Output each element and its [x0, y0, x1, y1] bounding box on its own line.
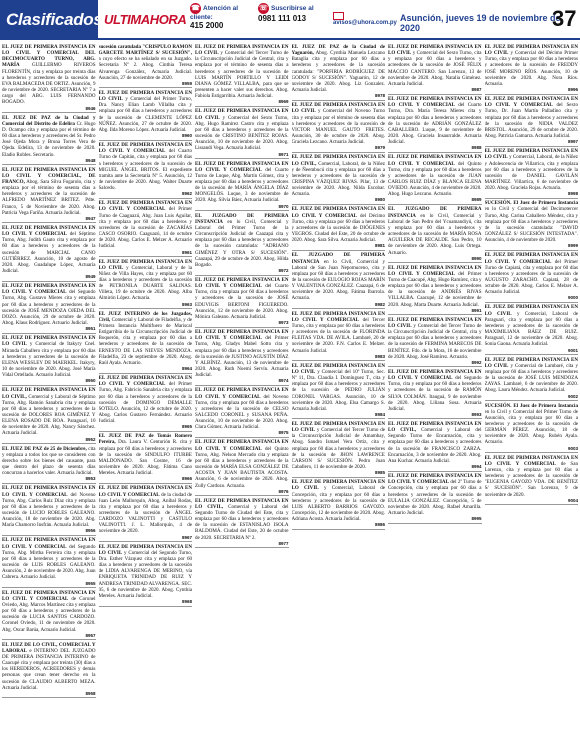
- notice-code: 9000: [567, 295, 578, 301]
- legal-notice: [99, 200, 193, 257]
- notice-body: del Primer Turno, Abg. Gladys Mabel Sotto cita y emplaza por 60 días a herederos y acreedores de la sucesión de JUSTINO AGUSTÍN DÍAZ Y ALBÍNIZ. Asunción, 13 de noviembre de 2020. Abog. Ruth Noemí Servín. Actuaria Judicial.: [195, 335, 289, 379]
- notice-body: y Comercial del 10º Turno, Sec. Nº 11, Dra. Claudia I. Domínguez T., cita y emplaza por 60 días a herederos y acreedores de la sucesión de PEDRO JULIÁN CORONEL VARGAS. Asunción, 10 de noviembre de 2020. Abog. Elsa Camargo S. Actuaria Judicial.: [291, 368, 385, 412]
- notice-body: del Noveno Turno, Abg. Carlos Ruiz Díaz cita y emplaza por 60 días a herederos y acreedores de la sucesión de LUCIO ROBLES GALEANO. Asunción, 18 de noviembre de 2020. Abg. María Chamorro Insfrán. Actuaria Judicial.: [2, 491, 96, 529]
- notice-code: 8978: [374, 93, 385, 99]
- notice-code: 8968: [181, 599, 192, 605]
- notice-code: 8999: [567, 243, 578, 249]
- legal-notice: [485, 200, 579, 251]
- legal-notice: [292, 154, 386, 205]
- notice-heading: EL JUEZ DE PRIMERA INSTANCIA EN LO CIVIL: [195, 108, 289, 121]
- notice-body: del Noveno Turno, cita y emplaza por 60 días a herederos y acreedores de la sucesión de CELSO SALCEDO CORONEL y SUSANA PEÑA. Asunción, 10 de noviembre de 2020. Abog. Clara Gómez. Actuaria Judicial.: [195, 393, 289, 431]
- mail-icon: [333, 12, 344, 20]
- notice-heading: EL JUEZ DE PAZ de la Ciudad de Yaguarón,: [291, 44, 385, 57]
- notice-code: 9003: [567, 445, 578, 451]
- notice-body: del Cuarto Turno, Dra. María Teresa Mieres cita y emplaza por 60 días a herederos y acreedores de la sucesión de ADRIÁN GONZÁLEZ CABALLERO. Luque, 9 de noviembre de 2020. Abog. Graciela Insaurralde. Actuaria Judicial.: [388, 102, 482, 146]
- notice-code: 8962: [181, 191, 192, 197]
- notice-heading: EL JUEZ DE PRIMERA INSTANCIA EN LO CIVIL,: [291, 154, 385, 167]
- notice-heading: EL JUEZ DE PRIMERA INSTANCIA EN LO CIVIL: [291, 102, 385, 115]
- legal-notice: [195, 44, 289, 107]
- notice-body: del Cuarto Turno, cita y emplaza por 60 días a herederos y acreedores de la sucesión de JOSÉ EDUVIGIS BERTONI FIGUEREDO. Asunción, 12 de noviembre de 2020. Abog. Mónica Galeano. Actuaria Judicial.: [195, 283, 289, 320]
- legal-notice: [388, 317, 482, 368]
- notice-heading: EL JUEZ DE PRIMERA INSTANCIA EN LO CIVIL Y COMERCIAL: [484, 454, 578, 467]
- notice-heading: EL JUEZ DE PRIMERA INSTANCIA EN LO CIVIL: [484, 356, 578, 369]
- subscription-block: [258, 3, 328, 37]
- notice-code: 8991: [471, 307, 482, 313]
- legal-notice: [99, 44, 193, 88]
- legal-notice: [195, 498, 289, 549]
- dateline: Asunción, jueves 19 de noviembre de 2020: [400, 13, 561, 33]
- notice-heading: EL JUEZ DE PRIMERA INSTANCIA EN LO CIVIL Y COMERCIAL: [388, 96, 482, 109]
- notice-heading: EL JUEZ DE PRIMERA INSTANCIA EN LO CIVIL Y COMERCIAL: [98, 142, 192, 155]
- notice-code: 8992: [471, 359, 482, 365]
- notice-heading: EL JUEZ DE PRIMERA INSTANCIA EN LO CIVIL Y COMERCIAL: [484, 252, 578, 265]
- notice-body: Dra. Laura V. Centurión R. cita y emplaza por 60 días a herederos y acreedores de la sucesión de SINDULFO ITURBE MALDONADO. San Cosme, 16 de noviembre de 2020. Abog. Fátima Cano Mereles. Actuaria Judicial.: [98, 439, 192, 477]
- legal-notice: [195, 161, 289, 212]
- legal-notice: [195, 439, 289, 496]
- legal-notice: [195, 277, 289, 328]
- notice-code: 8948: [85, 157, 96, 163]
- notice-heading: EL JUEZ DE PRIMERA INSTANCIA EN LO CIVIL Y COMERCIAL: [291, 206, 385, 219]
- notice-code: 8947: [85, 215, 96, 221]
- subscribe-icon: ☏: [259, 5, 268, 12]
- notice-code: 8949: [85, 274, 96, 280]
- notice-body: del Quinto Turno, cita y emplaza por 60 días a herederos y acreedores de la sucesión de JUAN CARLOS RUIZ DÍAZ y BLANCA ELENA OVIEDO. Asunción, 4 de noviembre de 2020. Abog. Hugo Lezcano. Actuario.: [388, 160, 482, 198]
- notice-code: 8995: [471, 516, 482, 522]
- notice-heading: EL JUEZ DE PRIMERA INSTANCIA EN LO CIVIL Y COMERCIAL: [2, 589, 96, 602]
- notice-body: en lo Civil, Comercial y Laboral de San Juan Nepomuceno, cita y emplaza por 60 días a herederos y acreedores de la sucesión de EULOGIO ROJAS MARÍN Y VALENTINA GONZÁLEZ. Caazapá, 6 de noviembre de 2020. Abog. Fátima Ibarrola. Actuaria.: [291, 258, 385, 302]
- notice-heading: EL JUEZ DE PAZ de Tomás Romero Pereira,: [98, 433, 192, 446]
- legal-notice: [485, 304, 579, 355]
- legal-notice: [2, 283, 96, 334]
- notice-body: y Comercial del Tercer Turno de la Circunscripción Judicial de Central, cita y emplaza por el término de sesenta días a herederos y acreedores de la sucesión de LUIS MARTÍN PORTILLO Y LEIDI DIANA GÓMEZ VILLALBA, para que se presenten a hacer valer sus derechos. Abog. Fabiola Estigarribia. Actuaria Judicial.: [195, 50, 289, 100]
- phone-label: Atención al cliente:: [190, 5, 239, 21]
- classified-columns: [2, 44, 578, 754]
- notice-body: y Comercial del Sexto Turno, cita y emplaza por 60 días a herederos y acreedores de la sucesión de JOSÉ FÉLIX MACCIO CANTERO. San Lorenzo, 13 de noviembre de 2020. Abog. Natalia Giménez. Actuaria Judicial.: [388, 50, 482, 87]
- notice-body: y Comercial del Noveno Turno cita y emplaza por el término de sesenta días a herederos y acreedores de la sucesión de VICTOR MANUEL GAUTO FRETES. Asunción, 30 de octubre de 2020. Abog. Graciela Lezcano. Actuaria Judicial.: [291, 108, 385, 146]
- notice-code: 8953: [85, 476, 96, 482]
- notice-heading: EL JUEZ DE PRIMERA INSTANCIA EN LO CIVIL Y COMERCIAL: [388, 264, 482, 277]
- legal-notice: [99, 142, 193, 199]
- legal-notice: [99, 544, 193, 607]
- notice-body: del Décimo Turno, cita y emplaza por 60 días a herederos y acreedores de la sucesión de DIÓGENES YEGROS. Ciudad del Este, 20 de octubre de 2020. Abog. Sara Silva. Actuaria Judicial.: [291, 212, 385, 244]
- legal-notice: [292, 44, 386, 101]
- notice-code: 8987: [471, 87, 482, 93]
- legal-notice: [388, 206, 482, 263]
- notice-heading: EL JUEZ DE PRIMERA INSTANCIA EN LO CIVIL: [98, 89, 192, 103]
- legal-notice: [2, 485, 96, 536]
- notice-heading: EL JUEZ DE PRIMERA INSTANCIA EN LO CIVIL Y COMERCIAL: [291, 310, 385, 323]
- notice-code: 8966: [181, 476, 192, 482]
- notice-code: 8979: [374, 145, 385, 151]
- legal-notice: [292, 102, 386, 153]
- notice-heading: EL JUEZ DE PRIMERA INSTANCIA EN LO CIVIL Y COMERCIAL: [195, 387, 289, 400]
- notice-code: 9004: [567, 497, 578, 503]
- notice-heading: EL JUEZ DE PRIMERA INSTANCIA EN LO CIVIL: [484, 304, 578, 317]
- legal-notice: [99, 90, 193, 141]
- notice-body: del Sexto Turno, Dr. Juan Martín Palladino cita y emplaza por 60 días a herederos y acreedores de la sucesión de NIDIA VALDEZ BRISTOL. Asunción, 29 de octubre de 2020. Abog. Patricia Gamarra. Actuaria Judicial.: [484, 102, 578, 140]
- phone-icon: ☎: [191, 5, 200, 12]
- notice-body: del Segundo Turno, cita y emplaza por 60 días a herederos y acreedores de la sucesión de RAMÓN SILVA COLMÁN. Itauguá, 9 de noviembre de 2020. Abog. Liliana Sosa. Actuaria Judicial.: [388, 375, 482, 412]
- notice-body: Comercial y Laboral de Séptimo Turno, Abg. Ramón Sanabria cita y emplaza por 60 días a herederos y acreedores de la sucesión de DOLORES ROA GIMÉNEZ Y ELENA ROSADO DE ROA. Paraguarí, 10 de noviembre de 2020. Abg. Nancy Sánchez. Actuaria Judicial.: [2, 393, 96, 437]
- notice-code: 8982: [374, 301, 385, 307]
- legal-notice: [99, 485, 193, 542]
- notice-heading: EL JUEZ DE PRIMERA INSTANCIA EN LO CIVIL: [291, 420, 385, 434]
- notice-code: 8993: [471, 411, 482, 417]
- legal-notice: [195, 329, 289, 386]
- phone-number: 415 2000: [190, 21, 224, 31]
- notice-code: 8952: [85, 436, 96, 442]
- notice-heading: EL JUEZ DE PRIMERA INSTANCIA EN LO CIVIL Y COMERCIAL, DE FRANCO,: [2, 166, 96, 185]
- notice-heading: EL JUEZ DE PRIMERA INSTANCIA EN LO CIVIL: [484, 148, 578, 161]
- notice-code: 8950: [85, 378, 96, 384]
- notice-body: y Comercial, Laboral, de la Niñez y Adolescencia de Villarrica, cita y emplaza por 60 días a herederos y acreedores de la sucesión de DANIEL GAVILÁN MARTÍNEZ. Villarrica, 6 de noviembre de 2020. Abog. Graciela Rojas. Actuaria.: [484, 154, 578, 192]
- notice-body: del Segundo Turno, Abg. Gustavo Mieres cita y emplaza por 60 días a herederos y acreedores de la sucesión de JOSÉ MENDOZA OJEDA DEL DOZO. Asunción, 29 de octubre de 2020. Abog. Klaus Rodríguez. Actuario Judicial.: [2, 289, 96, 327]
- notice-body: y Comercial del Segundo Turno, Dra. Esther Vázquez cita y emplaza por 60 días a herederos y acreedores de la sucesión de LIDIA ALVARENGA DE MERINO, vía ENRIQUETA TRINIDAD DE RUIZ Y ANDRESA TRINIDAD ALVARENGA. SEC. 05, 6 de noviembre de 2020. Abog. Cynthia Mereles. Actuaria Judicial.: [98, 549, 192, 599]
- legal-notice: [292, 311, 386, 362]
- notice-heading: EL JUEZ DE PRIMERA INSTANCIA EN LO CIVIL Y COMERCIAL: [388, 368, 482, 382]
- notice-heading: EL JUEZ DE PRIMERA INSTANCIA EN LO CIVIL Y COMERCIAL: [388, 473, 482, 486]
- section-title: Clasificados: [0, 0, 98, 40]
- legal-notice: [292, 252, 386, 309]
- notice-code: 8955: [85, 580, 96, 586]
- notice-heading: SUCESIÓN. El Juez de Primera Instancia: [484, 200, 578, 207]
- notice-heading: EL JUEZ DE LO CIVIL, COMERCIAL Y LABORAL: [2, 641, 96, 654]
- legal-notice: [2, 446, 96, 484]
- notice-heading: EL JUEZ DE PRIMERA INSTANCIA EN LO CIVIL,: [2, 387, 96, 400]
- legal-notice: [195, 108, 289, 159]
- notice-code: 8996: [567, 87, 578, 93]
- notice-code: 8946: [85, 105, 96, 111]
- notice-heading: EL JUEZ DE PRIMERA INSTANCIA EN LO CIVIL Y COMERCIAL: [195, 439, 289, 452]
- notice-heading: EL JUZGADO DE PRIMERA INSTANCIA: [291, 252, 385, 265]
- notice-heading: EL JUEZ DE PRIMERA INSTANCIA EN LO CIVIL Y COMERCIAL: [388, 154, 482, 167]
- notice-code: 8967: [181, 534, 192, 540]
- notice-body: y Comercial del Sexto Turno, Abg. Hugo Ramírez Castro cita y emplaza por 60 días a herederos y acreedores de la sucesión de CRISTINO BENÍTEZ ROJAS. Asunción, 10 de noviembre de 2020. Abog. Lissandi Vega. Actuaria Judicial.: [195, 114, 289, 152]
- column-6: [485, 44, 579, 754]
- notice-code: 8983: [374, 353, 385, 359]
- legal-notice: [2, 590, 96, 641]
- notice-heading: EL JUEZ DE PRIMERA INSTANCIA EN LO CIVIL: [98, 258, 192, 271]
- legal-notice: [388, 421, 482, 472]
- legal-notice: [99, 311, 193, 374]
- notice-heading: EL JUEZ DE PRIMERA INSTANCIA EN LO CIVIL: [484, 44, 578, 57]
- notice-code: 8960: [181, 133, 192, 139]
- notice-code: 8990: [471, 255, 482, 261]
- legal-notice: [388, 44, 482, 95]
- notice-body: de la ciudad de Juan León Mallorquín, Abog. Aníbal Rodas, cita y emplaza por 60 días a herederos y acreedores de la sucesión de ÁNGEL CARDOZO VALINOTTI y CASTULO VALINOTTI. J. L. Mallorquín, 4 de noviembre de 2020.: [98, 491, 192, 535]
- notice-body: del Primer Turno de Caaguazú, Abg. Juan Luis Aguilar, cita y emplaza por 60 días a herederos y acreedores de la sucesión de ZACARÍAS CASCO OSORIO. Caaguazú, 14 de octubre de 2020. Abog. Carlos E. Melzer A. Actuario Judicial.: [98, 206, 192, 250]
- notice-code: 8974: [278, 378, 289, 384]
- notice-heading: EL JUEZ DE PRIMERA INSTANCIA EN LO CIVIL: [291, 479, 385, 492]
- notice-heading: EL JUEZ DE PRIMERA INSTANCIA EN LO CIVIL: [291, 362, 385, 375]
- customer-service-block: [190, 3, 252, 37]
- notice-body: del Tercer Turno, cita y emplaza por 60 días a herederos y acreedores de la sucesión de FLORINDA FLEITAS VDA. DE AVILA. Lambaré, 20 de noviembre de 2020. F.N. Carlos E. Melzer. Actuario Judicial.: [291, 316, 385, 354]
- notice-code: 8986: [374, 522, 385, 528]
- notice-heading: EL JUZGADO DE PRIMERA INSTANCIA: [195, 212, 289, 225]
- legal-notice: [99, 375, 193, 432]
- page-number: 37: [552, 6, 577, 31]
- notice-heading: EL JUEZ DE PRIMERA INSTANCIA EN LO CIVIL Y COMERCIAL: [484, 96, 578, 109]
- notice-body: y Comercial del Primer Turno, Dra. Nancy Elian Lamb Villalba cita y emplaza por 60 días a herederos y acreedores de la sucesión de CLEMENTE LÓPEZ NÚÑEZ. Asunción, 27 de octubre de 2020. Abg. Ilda Moreno López. Actuaria Judicial.: [98, 96, 192, 133]
- notice-code: 9001: [567, 347, 578, 353]
- legal-notice: [388, 473, 482, 524]
- notice-code: 8997: [567, 139, 578, 145]
- notice-body: en lo Civil y Comercial del Primer Turno de Asunción, cita y emplaza por 60 días a herederos y acreedores de la sucesión de GERMÁN PÉREZ. Asunción, 18 de noviembre de 2020. Abog. Rubén Ayala. Actuario.: [484, 408, 578, 446]
- notice-body: Comercial y Laboral del Segundo Turno de Ciudad del Este, cita y emplaza por 60 días a herederos y acreedores de la sucesión de ESTANISLAO ISOLA BALDOMÁ. Ciudad del Este, 20 de octubre de 2020. SECRETARIA Nº 2.: [195, 503, 289, 541]
- legal-notice: [485, 357, 579, 401]
- notice-code: 8972: [278, 268, 289, 273]
- notice-code: 8958: [85, 690, 96, 696]
- notice-body: de Coronel Oviedo, Abg. Marcos Martínez cita y emplaza por 60 días a herederos y acreedores de la sucesión de LUCIA SANTOS CARDOZO. Coronel Oviedo, 11 de noviembre de 2020. Abg. Oscar Barúa, Actuario Judicial.: [2, 595, 96, 633]
- notice-heading: EL JUEZ DE PRIMERA INSTANCIA EN LO CIVIL Y COMERCIAL DEL DECIMOCUARTO TURNO, ABG. MARÍA: [2, 44, 96, 69]
- notice-code: 8969: [278, 99, 289, 105]
- notice-body: Comercial y Laboral de Filadelfia, y de Primera Instancia Multifuero de Mariscal Estigarribia de la Circunscripción Judicial de Boquerón, cita y emplaza por 60 días a herederos y acreedores de la sucesión de ERNESTO DE LAS NIEVES MENDOZA. Filadelfia, 23 de septiembre de 2020. Abog. Raúl Ayala. Actuario.: [98, 316, 192, 366]
- legal-notice: [388, 96, 482, 153]
- logo-text: ULTIMAHORA: [104, 12, 187, 27]
- notice-body: cita y emplaza a todos los que se consideren con derecho sobre los bienes del causante, para que dentro del plazo de sesenta días concurran a hacerlos valer. Actuaria Judicial.: [2, 445, 96, 477]
- legal-notice: [485, 44, 579, 95]
- column-1: [2, 44, 96, 754]
- notice-heading: EL JUEZ DE PAZ de 25 de Diciembre,: [2, 445, 87, 452]
- newspaper-logo: [104, 6, 187, 34]
- notice-heading: EL JUEZ DE PRIMERA INSTANCIA EN LO CIVIL: [2, 335, 96, 348]
- notice-heading: SUCESIÓN. El Juez de Primera Instancia: [484, 402, 578, 409]
- legal-notice: [99, 433, 193, 484]
- notice-body: y Comercial, Laboral de Concepción, cita y emplaza por 60 días a herederos y acreedores de la sucesión de LUIS ALBERTO BARRIOS GAYOZO. Concepción, 12 de noviembre de 2020. Abog. Adriana Acosta. Actuaria Judicial.: [291, 485, 385, 523]
- notice-heading: EL JUEZ DE PRIMERA INSTANCIA EN LO CIVIL: [388, 44, 482, 57]
- notice-body: en lo Civil, Comercial y Laboral del Primer Turno de la Circunscripción Judicial de Caazapá cita y emplaza por 60 días a herederos y acreedores de la sucesión caratulada: "ADRIANO GIMÉNEZ Y OTRA S/ SUCESIÓN". Caazapá, 29 de octubre de 2020. Abog. Hilda Bogado.: [195, 218, 289, 268]
- column-2: [99, 44, 193, 754]
- legal-notice: [2, 387, 96, 444]
- notice-heading: EL JUEZ DE PRIMERA INSTANCIA EN LO CIVIL: [195, 44, 289, 57]
- legal-notice: [485, 252, 579, 303]
- notice-body: Abog. Cynthia Manuela Lezcano Bataglia cita y emplaza por 60 días a herederos y acreedores de la sucesión caratulada: "PORFIRIA RODRÍGUEZ DE GODOY S/ SUCESIÓN". Yaguarón, 12 de noviembre de 2020. Abog. Liz Gonzalez. Actuaria Judicial.: [291, 50, 385, 94]
- notice-heading: EL JUEZ INTERINO de los Juzgados, Civil,: [98, 310, 192, 323]
- notice-heading: EL JUEZ DE PRIMERA INSTANCIA EN LO CIVIL: [98, 543, 192, 556]
- legal-notice: [195, 213, 289, 276]
- notice-body: del Segundo Turno, Abg. Mirtha Ferreira cita y emplaza por 60 días a herederos y acreedores de la sucesión de LUIS ROBLES GALEANO. Asunción, 2 de noviembre de 2020. Abg. Juan Cabrera. Actuario Judicial.: [2, 543, 96, 581]
- legal-notice: [292, 206, 386, 250]
- column-5: [388, 44, 482, 754]
- notice-heading: EL JUEZ DE PRIMERA INSTANCIA EN LO CIVIL,: [195, 497, 289, 510]
- legal-notice: [388, 154, 482, 205]
- email-address[interactable]: avisos@uhora.com.py: [333, 20, 397, 26]
- notice-body: y Comercial, Laboral y de la Niñez de Villa Hayes, cita y emplaza por 60 días a herederos y acreedores de la sucesión de PETRONILA DUARTE SALINAS. Villeta, 19 de octubre de 2020. Abog. Alba Almirón López. Actuaria.: [98, 264, 192, 302]
- notice-body: y Comercial, Laboral de Paraguarí, cita y emplaza por 60 días a herederos y acreedores de la sucesión de MAXIMILIANA BÁEZ DE RUIZ. Paraguarí, 12 de noviembre de 2020. Abog. Sonia Gaona. Actuaria Judicial.: [484, 310, 578, 348]
- notice-code: 8963: [181, 301, 192, 307]
- notice-heading: EL JUEZ DE PRIMERA INSTANCIA EN LO CIVIL Y COMERCIAL: [2, 537, 96, 550]
- notice-heading: EL JUEZ DE PRIMERA INSTANCIA EN LO CIVIL Y COMERCIAL: [98, 200, 192, 213]
- notice-body: Comercial, Laboral, de la Niñez y de Ñeembucú cita y emplaza por 60 días a herederos y acreedores de la sucesión de CRISPINA VÁZQUEZ RIVAS. Pilar, 13 de noviembre de 2020. Abog. Nilda Escobar. Actuaria.: [291, 160, 385, 198]
- notice-code: 8961: [181, 249, 192, 255]
- notice-body: y Comercial del Tercer Turno de la Circunscripción Judicial de Amambay, Abog. Sandro Ismael Vera Ortiz, cita y emplaza por 60 días a herederos y acreedores de la sucesión de JHON LAWRENCE CARSON S/ SUCESIÓN. Pedro Juan Caballero, 11 de noviembre de 2020.: [291, 427, 385, 471]
- notice-code: 8998: [567, 191, 578, 197]
- legal-notice: [388, 369, 482, 420]
- notice-body: y Comercial del Tercer Turno de la Circunscripción Judicial de Central, cita y emplaza por 60 días a herederos y acreedores de la sucesión de FERMINA MARECOS DE BENÍTEZ. Fdo. de la Mora, 16 de noviembre de 2020. Abog. José Ramírez. Actuario.: [388, 322, 482, 360]
- notice-code: 8988: [471, 145, 482, 151]
- notice-heading: EL JUEZ DE PRIMERA INSTANCIA EN LO CIVIL Y COMERCIAL: [2, 485, 96, 498]
- legal-notice: [292, 421, 386, 478]
- legal-notice: [292, 363, 386, 420]
- notice-code: 8965: [181, 424, 192, 430]
- notice-code: 8957: [85, 632, 96, 638]
- notice-code: 8973: [278, 320, 289, 326]
- column-4: [292, 44, 386, 754]
- page-header: [0, 0, 580, 40]
- notice-body: y Comercial de Itakyry Cnel. Miranda Caballero cita y emplaza por 60 días a herederos y acreedores de la sucesión de ELENA WESSLEY DE MAERKEL. Itakyry, 10 de noviembre de 2020. Abog. José María Vidal Ortellado. Actuario Judicial.: [2, 341, 96, 379]
- notice-body: Cr. Hugo D. Ocampo cita y emplaza por el término de 60 días a herederos y acreedores del Sr. Pedro José Ojeda Mora y Bruna Torres Vera de Ojeda. Edelira, 13 de noviembre de 2020. Eladio Robles. Secretario.: [2, 120, 96, 158]
- subscription-label: Suscribirse al: [271, 5, 314, 13]
- notice-code: 8989: [471, 197, 482, 203]
- legal-notice: [2, 44, 96, 113]
- notice-heading: EL JUEZ DE PRIMERA INSTANCIA EN LO CIVIL Y COMERCIAL: [195, 329, 289, 342]
- notice-heading: EL JUEZ DE PRIMERA INSTANCIA EN LO CIVIL: [388, 316, 482, 329]
- notice-body: del 2º Turno de Concepción, cita y emplaza por 60 días a herederos y acreedores de la sucesión de EULALIA GONZÁLEZ. Concepción, 5 de noviembre de 2020. Abog. Rafael Amarilla. Actuario Judicial.: [388, 479, 482, 516]
- notice-body: del Séptimo Turno, Abg. Judith Gauto cita y emplaza por 60 días a herederos y acreedores de la sucesión de MARCIAL CANO GUTIÉRREZ. Asunción, 10 de agosto de 2020. Abog. Guadalupe López, Actuaria Judicial.: [2, 231, 96, 274]
- notice-heading: EL JUEZ DE PAZ de la Ciudad y Comercial del Distrito de Edelira: [2, 114, 96, 127]
- notice-body: y Comercial de Lambaré, cita y emplaza por 60 días a herederos y acreedores de la sucesión de JOSÉ LUIS MENDOZA ZAYAS. Lambaré, 6 de noviembre de 2020. Abog. Laura Méndez. Actuaria Judicial.: [484, 362, 578, 394]
- legal-notice: [99, 259, 193, 310]
- notice-code: 8970: [278, 203, 289, 209]
- notice-body: del Primer Turno de Capiatá, cita y emplaza por 60 días a herederos y acreedores de la sucesión de AUGUSTO ZARACHO. Capiatá, 28 de octubre de 2020. Abog. Carlos E. Melzer A. Actuario Judicial.: [484, 258, 578, 296]
- notice-heading: EL JUEZ DE PRIMERA INSTANCIA EN LO CIVIL Y COMERCIAL: [98, 375, 192, 388]
- notice-heading: EL JUEZ DE PRIMERA INSTANCIA EN LO CIVIL Y COMERCIAL: [2, 224, 96, 238]
- notice-code: 8971: [278, 151, 289, 157]
- notice-heading: EL JUZGADO DE PRIMERA INSTANCIA: [388, 206, 482, 219]
- notice-code: 8985: [374, 470, 385, 476]
- notice-heading: EL JUEZ DE PRIMERA INSTANCIA EN LO CIVIL Y COMERCIAL: [2, 283, 96, 296]
- notice-body: de San Lorenzo, cita y emplaza por 60 días a herederos y acreedores de la sucesión de "EUGENIA GAYOZO VDA. DE BENÍTEZ S/ SUCESIÓN". San Lorenzo, 9 de noviembre de 2020.: [484, 460, 578, 498]
- notice-heading: EL JUEZ DE PRIMERA INSTANCIA EN LO CIVIL Y COMERCIAL: [98, 485, 192, 498]
- legal-notice: [195, 387, 289, 438]
- legal-notice: [2, 225, 96, 282]
- notice-code: 8975: [278, 430, 289, 436]
- notice-body: GUILLERMO RIVEROS FLORENTÍN, cita y emplaza por treinta días a herederos y acreedores de la sucesión de EVA BALMACEDA DE ORTIZ. Asunción, 9 de noviembre de 2020. SECRETARIA Nº 7 a cargo del ABG. LUIS FERNANDO BOGADO.: [2, 62, 96, 106]
- notice-body: Abog. Sara Silva Fogarolo, cita y emplaza por el término de sesenta días a herederos y acreedores de la sucesión de ALFREDO MARTÍNEZ BRITEZ. Pdte. Franco, 5 de Noviembre de 2020. Abog. Patricia Vega Fariña. Actuaria Judicial.: [2, 178, 96, 216]
- notice-body: del Cuarto Turno de Luque, Abg. Martín Gómez, cita y emplaza por 60 días a herederos y acreedores de la sucesión de MARÍA ÁNGELA DÍAZ MONGELÓS. Luque, 3 de noviembre de 2020. Abg. Silvia Báez, Actuaria Judicial.: [195, 166, 289, 204]
- notice-body: en lo Civil y Comercial del Decimotercer Turno, Abg. Carina Caballero Méndez, cita y emplaza por 60 días a herederos y acreedores de la sucesión caratulada: "DAVID GONZÁLEZ S/ SUCESIÓN INTESTADA". Asunción, 4 de noviembre de 2020.: [484, 206, 578, 244]
- notice-body: Comercial y Laboral del Segundo Turno de Encarnación, cita y emplaza por 60 días a herederos y acreedores de la sucesión de FRANCISCO ZARZA. Encarnación, 3 de noviembre de 2020. Abog. Ana Kuchar. Actuaria Judicial.: [388, 427, 482, 464]
- notice-code: 9002: [567, 393, 578, 399]
- subscription-phone: 0981 111 013: [258, 14, 307, 23]
- legal-notice: [2, 642, 96, 699]
- column-3: [195, 44, 289, 754]
- notice-body: y Comercial del Décimo Primer Turno, cita y emplaza por 60 días a herederos y acreedores de la sucesión de FREDDY JOSÉ MORENO RÍOS. Asunción, 10 de noviembre de 2020. Abg. Nora Ríos. Actuaria.: [484, 50, 578, 87]
- notice-heading: EL JUEZ DE PRIMERA INSTANCIA EN LO CIVIL,: [388, 420, 482, 434]
- notice-code: 8994: [471, 464, 482, 470]
- notice-code: 8977: [278, 540, 289, 546]
- notice-heading: EL JUEZ DE PRIMERA INSTANCIA EN LO CIVIL Y COMERCIAL: [195, 277, 289, 290]
- notice-heading: sucesión caratulada "CRISPULO RAMÓN GARCETE MARTÍNEZ S/ SUCESIÓN",: [98, 44, 192, 57]
- notice-body: e INTERINO DEL JUZGADO DE PRIMERA INSTANCIA INTERINO de Caacupé cita y emplaza por treinta (30) días a los HEREDEROS, ACREEDORES y demás personas que crean tener derecho en la sucesión de CLAUDIO ALBERTO MEZA. Actuaria Judicial.: [2, 647, 96, 691]
- notice-body: a cuyo efecto se ha señalado en su Juzgado. Secretaría Nº 2. Abog. Cinthia Teresa Alvarenga González, Actuaria Judicial. Asunción, 27 de noviembre de 2020.: [98, 56, 192, 81]
- notice-code: 8964: [181, 366, 192, 372]
- legal-notice: [485, 455, 579, 506]
- notice-code: 8984: [374, 411, 385, 417]
- notice-code: 8959: [181, 80, 192, 86]
- legal-notice: [485, 403, 579, 454]
- notice-body: del Primer Turno, Abg. Fabricio Sanabria cita y emplaza por 60 días a herederos y acreedores de la sucesión de DOMINGO DEMALLE SOTELO. Asunción, 12 de octubre de 2020. Abog. Carlos Gustavo Fernández. Actuario Judicial.: [98, 381, 192, 425]
- notice-heading: EL JUEZ DE PRIMERA INSTANCIA EN LO CIVIL Y COMERCIAL: [195, 160, 289, 173]
- legal-notice: [2, 537, 96, 588]
- legal-notice: [292, 479, 386, 530]
- legal-notice: [485, 148, 579, 199]
- legal-notice: [2, 115, 96, 166]
- notice-body: del Cuarto Turno de Capitán, cita y emplaza por 60 días a herederos y acreedores de la sucesión de MIGUEL ÁNGEL BRITOS. El expediente tramita ante la Secretaría Nº 5. Asunción, 12 de noviembre de 2020. Abog. Walter Duarte Salcedo.: [98, 148, 192, 192]
- notice-code: 8976: [278, 488, 289, 494]
- notice-body: en lo Civil, Comercial y Laboral de San Pedro del Ycuamandiyú, cita y emplaza por 60 días a herederos y acreedores de la sucesión de MARÍA ROSA AGUILERA DE RECALDE. San Pedro, 10 de noviembre de 2020. Abog. Luis Ortega. Actuario.: [388, 212, 482, 256]
- legal-notice: [388, 265, 482, 316]
- notice-body: del Primer Turno de Caacupé, Abg. Hugo Ramírez, cita y emplaza por 60 días a herederos y acreedores de la sucesión de ANDRÉS RIVAS VILLALBA. Caacupé, 12 de noviembre de 2020. Abog. Marta Duarte. Actuaria Judicial.: [388, 270, 482, 308]
- notice-body: del Quinto Turno, Abg. Nelson Mercado cita y emplaza por 60 días a herederos y acreedores de la sucesión de MARÍA ELSA GONZÁLEZ DE ACOSTA Y JUAN BAUTISTA ACOSTA. Asunción, 6 de noviembre de 2020. Abog. Zully Cardozo. Actuaria.: [195, 445, 289, 489]
- notice-code: 8981: [374, 243, 385, 249]
- legal-notice: [2, 167, 96, 224]
- notice-code: 8980: [374, 197, 385, 203]
- email-block: [333, 12, 399, 26]
- notice-code: 8951: [85, 326, 96, 332]
- notice-code: 8956: [85, 528, 96, 534]
- legal-notice: [2, 335, 96, 386]
- legal-notice: [485, 96, 579, 147]
